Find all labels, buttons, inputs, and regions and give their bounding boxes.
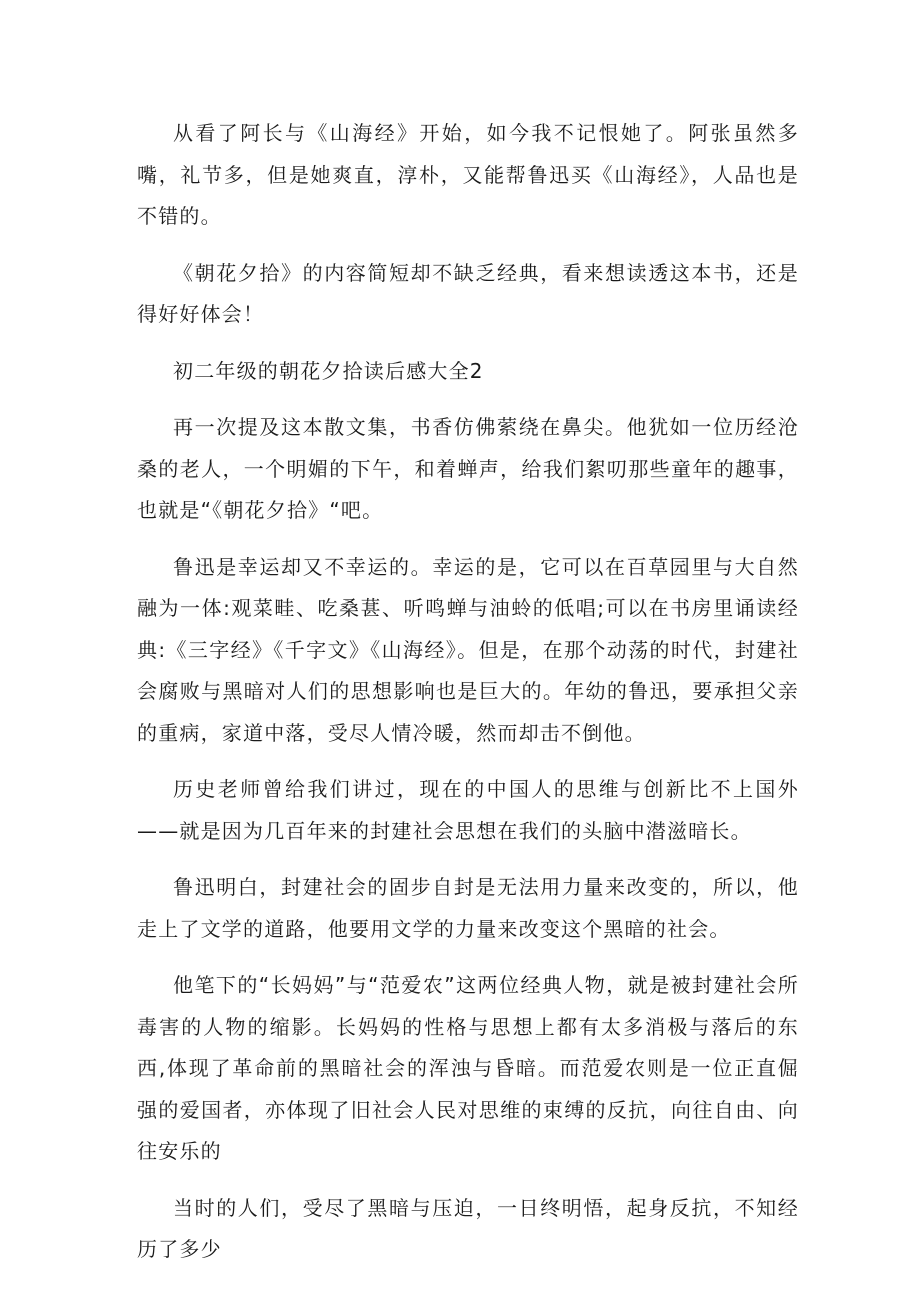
section-heading: 初二年级的朝花夕拾读后感大全2: [173, 358, 484, 383]
paragraph-3: 再一次提及这本散文集，书香仿佛萦绕在鼻尖。他犹如一位历经沧桑的老人，一个明媚的下午，和着蝉声，给我们絮叨那些童年的趣事，也就是“《朝花夕拾》“吧。: [137, 415, 799, 522]
paragraph-4: 鲁迅是幸运却又不幸运的。幸运的是，它可以在百草园里与大自然融为一体:观菜畦、吃桑葚、听鸣蝉与油蛉的低唱;可以在书房里诵读经典:《三字经》《千字文》《山海经》。但是，在那个动荡的时代，封建社会腐败与黑暗对人们的思想影响也是巨大的。年幼的鲁迅，要承担父亲的重病，家道中落，受尽人情冷暖，然而却击不倒他。: [137, 554, 799, 745]
paragraph-2: 《朝花夕拾》的内容简短却不缺乏经典，看来想读透这本书，还是得好好体会！: [137, 260, 799, 326]
paragraph-7: 他笔下的“长妈妈”与“范爱农”这两位经典人物，就是被封建社会所毒害的人物的缩影。长妈妈的性格与思想上都有太多消极与落后的东西,体现了革命前的黑暗社会的浑浊与昏暗。而范爱农则是一位正直倔强的爱国者，亦体现了旧社会人民对思维的束缚的反抗，向往自由、向往安乐的: [137, 973, 799, 1163]
paragraph-6: 鲁迅明白，封建社会的固步自封是无法用力量来改变的，所以，他走上了文学的道路，他要用文学的力量来改变这个黑暗的社会。: [137, 875, 799, 941]
paragraph-5: 历史老师曾给我们讲过，现在的中国人的思维与创新比不上国外——就是因为几百年来的封建社会思想在我们的头脑中潜滋暗长。: [137, 777, 799, 843]
document-body: [137, 113, 799, 1286]
paragraph-8: 当时的人们，受尽了黑暗与压迫，一日终明悟，起身反抗，不知经历了多少: [137, 1195, 799, 1261]
paragraph-1: 从看了阿长与《山海经》开始，如今我不记恨她了。阿张虽然多嘴，礼节多，但是她爽直，淳朴，又能帮鲁迅买《山海经》，人品也是不错的。: [137, 121, 799, 228]
